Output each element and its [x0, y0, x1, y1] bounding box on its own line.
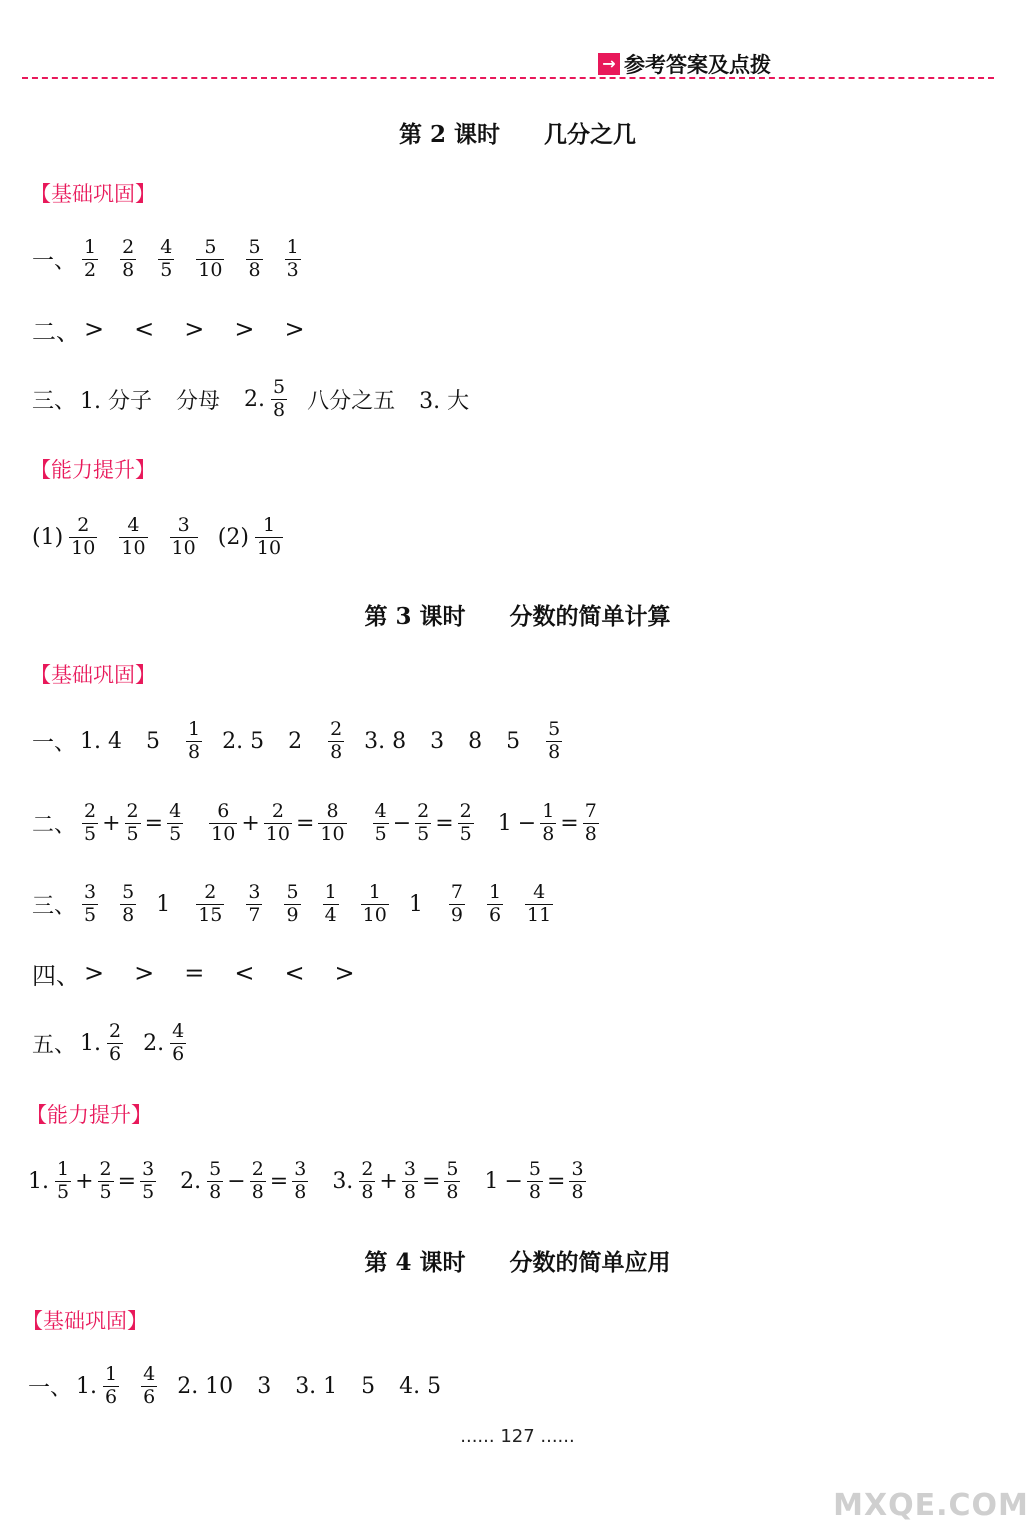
answer-text: 1. 4: [80, 728, 122, 754]
fraction: $\frac{4}{6}$: [172, 1019, 185, 1065]
operator: +: [241, 810, 260, 836]
lesson3-q5: [32, 1016, 206, 1070]
fraction: $\frac{7}{8}$: [584, 799, 597, 845]
fraction: $\frac{5}{8}$: [528, 1157, 541, 1203]
operator: +: [379, 1168, 398, 1194]
answer-text: 3. 1: [295, 1373, 338, 1399]
page-header: [0, 0, 1035, 90]
fraction: $\frac{2}{8}$: [361, 1157, 374, 1203]
q-label: 一、: [32, 248, 77, 274]
fraction: $\frac{1}{10}$: [256, 513, 282, 559]
answer-text: 2. 5: [222, 728, 265, 754]
operator: =: [144, 810, 164, 836]
answer-text: 5: [146, 728, 160, 754]
fraction: $\frac{4}{10}$: [121, 513, 146, 559]
lesson3-q1: [32, 714, 582, 768]
operator: =: [560, 810, 579, 836]
answer-text: 1.: [76, 1373, 98, 1399]
operator: +: [102, 810, 121, 836]
lesson3-q4: [32, 946, 385, 1000]
fraction: $\frac{1}{6}$: [105, 1362, 118, 1408]
fraction: $\frac{6}{10}$: [211, 799, 236, 845]
answer-text: <: [234, 959, 255, 987]
fraction: $\frac{1}{10}$: [362, 880, 387, 926]
fraction: $\frac{2}{5}$: [99, 1157, 112, 1203]
fraction: $\frac{5}{8}$: [122, 880, 135, 926]
fraction: $\frac{2}{5}$: [417, 799, 430, 845]
answer-text: 8: [468, 728, 483, 754]
fraction: $\frac{3}{7}$: [248, 880, 261, 926]
lesson2-section-advanced: 【能力提升】: [30, 458, 156, 482]
answer-text: 5: [506, 728, 521, 754]
answer-text: 3. 8: [364, 728, 407, 754]
answer-text: =: [184, 959, 205, 987]
fraction: $\frac{2}{5}$: [126, 799, 139, 845]
answer-text: 1: [156, 891, 171, 917]
fraction: $\frac{5}{8}$: [248, 235, 261, 281]
lesson2-q1: [32, 232, 321, 286]
fraction: $\frac{2}{10}$: [71, 513, 96, 559]
answer-text: 2.: [244, 386, 266, 412]
lesson3-title-number: 第 3 课时: [364, 603, 466, 630]
answer-text: >: [334, 959, 355, 987]
q-label: (1): [32, 524, 64, 550]
fraction: $\frac{1}{8}$: [188, 717, 201, 763]
fraction: $\frac{2}{8}$: [330, 717, 343, 763]
lesson3-section-basic: 【基础巩固】: [30, 663, 156, 687]
header-title: 参考答案及点拨: [624, 53, 771, 77]
lesson3-section-advanced: 【能力提升】: [26, 1103, 152, 1127]
answer-text: 1: [497, 810, 512, 836]
answer-text: 3. 大: [419, 388, 470, 414]
fraction: $\frac{1}{2}$: [84, 235, 97, 281]
answer-text: 3: [257, 1373, 272, 1399]
lesson2-q4: [32, 510, 303, 564]
fraction: $\frac{8}{10}$: [320, 799, 345, 845]
fraction: $\frac{1}{4}$: [324, 880, 337, 926]
lesson2-q2: [32, 302, 335, 356]
answer-text: 2.: [180, 1168, 202, 1194]
q-label: 一、: [28, 1375, 73, 1401]
lesson4-title: [0, 1244, 1035, 1277]
operator: +: [75, 1168, 94, 1194]
answer-text: 3.: [332, 1168, 354, 1194]
answer-text: 2. 10: [177, 1373, 234, 1399]
operator: =: [547, 1168, 566, 1194]
operator: =: [117, 1168, 137, 1194]
fraction: $\frac{4}{5}$: [169, 799, 182, 845]
q-label: 二、: [32, 812, 77, 838]
fraction: $\frac{5}{8}$: [548, 717, 561, 763]
lesson2-section-basic: 【基础巩固】: [30, 182, 156, 206]
answer-text: <: [284, 959, 305, 987]
fraction: $\frac{3}{8}$: [294, 1157, 307, 1203]
answer-text: >: [134, 959, 155, 987]
fraction: $\frac{3}{10}$: [171, 513, 196, 559]
lesson4-q1: [28, 1359, 465, 1413]
q-label: 四、: [32, 961, 80, 990]
fraction: $\frac{4}{5}$: [374, 799, 387, 845]
fraction: $\frac{5}{8}$: [209, 1157, 222, 1203]
lesson2-title: [0, 116, 1035, 149]
fraction: $\frac{1}{6}$: [488, 880, 502, 926]
operator: −: [392, 810, 412, 836]
q-label: 三、: [32, 388, 77, 414]
fraction: $\frac{4}{11}$: [527, 880, 552, 926]
lesson3-q3: [32, 877, 573, 931]
lesson3-q6: [28, 1154, 610, 1208]
answer-text: 1: [484, 1168, 499, 1194]
fraction: $\frac{3}{5}$: [142, 1157, 155, 1203]
fraction: $\frac{1}{5}$: [57, 1157, 70, 1203]
fraction: $\frac{5}{10}$: [198, 235, 223, 281]
q-label: 五、: [32, 1032, 77, 1058]
answer-text: 1: [408, 891, 423, 917]
fraction: $\frac{5}{8}$: [273, 375, 286, 421]
page-number: ...... 127 ......: [460, 1426, 575, 1447]
answer-text: >: [184, 315, 205, 343]
answer-text: >: [284, 315, 305, 343]
operator: =: [295, 810, 315, 836]
answer-text: <: [134, 315, 155, 343]
fraction: $\frac{2}{5}$: [459, 799, 472, 845]
answer-text: 3: [430, 728, 445, 754]
q-label: 三、: [32, 893, 77, 919]
answer-text: 八分之五: [307, 388, 396, 414]
fraction: $\frac{4}{6}$: [143, 1362, 156, 1408]
operator: −: [227, 1168, 246, 1194]
fraction: $\frac{7}{9}$: [450, 880, 463, 926]
fraction: $\frac{4}{5}$: [160, 235, 173, 281]
operator: −: [504, 1168, 523, 1194]
fraction: $\frac{3}{8}$: [571, 1157, 584, 1203]
answer-text: 1.: [28, 1168, 49, 1194]
fraction: $\frac{2}{10}$: [265, 799, 290, 845]
answer-text: >: [84, 315, 105, 343]
operator: =: [269, 1168, 289, 1194]
lesson3-title-text: 分数的简单计算: [509, 603, 671, 630]
operator: =: [435, 810, 454, 836]
answer-text: (2): [217, 524, 249, 550]
operator: =: [421, 1168, 441, 1194]
fraction: $\frac{3}{8}$: [403, 1157, 416, 1203]
answer-text: 分母: [176, 388, 221, 414]
answer-text: >: [234, 315, 255, 343]
lesson2-title-number: 第 2 课时: [398, 121, 500, 148]
q-label: 二、: [32, 317, 80, 346]
q-label: 一、: [32, 730, 77, 756]
watermark-logo: MXQE.COM: [833, 1487, 1029, 1523]
answer-text: 2: [288, 728, 303, 754]
lesson4-title-text: 分数的简单应用: [509, 1249, 671, 1276]
lesson4-section-basic: 【基础巩固】: [22, 1309, 148, 1333]
operator: −: [517, 810, 537, 836]
fraction: $\frac{2}{6}$: [109, 1019, 122, 1065]
lesson3-q2: [32, 796, 623, 850]
arrow-right-icon: →: [598, 53, 620, 75]
answer-text: 4. 5: [399, 1373, 442, 1399]
fraction: $\frac{5}{8}$: [446, 1157, 459, 1203]
fraction: $\frac{5}{9}$: [286, 880, 299, 926]
fraction: $\frac{2}{8}$: [251, 1157, 264, 1203]
fraction: $\frac{3}{5}$: [84, 880, 97, 926]
answer-text: >: [84, 959, 105, 987]
header-title-group: [598, 48, 771, 80]
lesson3-title: [0, 598, 1035, 631]
lesson2-q3: [32, 372, 493, 426]
lesson4-title-number: 第 4 课时: [364, 1249, 466, 1276]
fraction: $\frac{1}{3}$: [286, 235, 299, 281]
answer-text: 5: [361, 1373, 376, 1399]
fraction: $\frac{2}{15}$: [198, 880, 223, 926]
fraction: $\frac{2}{5}$: [84, 799, 97, 845]
answer-text: 2.: [143, 1030, 165, 1056]
fraction: $\frac{1}{8}$: [542, 799, 555, 845]
header-divider: [22, 77, 994, 79]
answer-text: 1.: [80, 1030, 102, 1056]
fraction: $\frac{2}{8}$: [122, 235, 135, 281]
lesson2-title-text: 几分之几: [544, 121, 637, 148]
answer-text: 1. 分子: [80, 388, 152, 414]
